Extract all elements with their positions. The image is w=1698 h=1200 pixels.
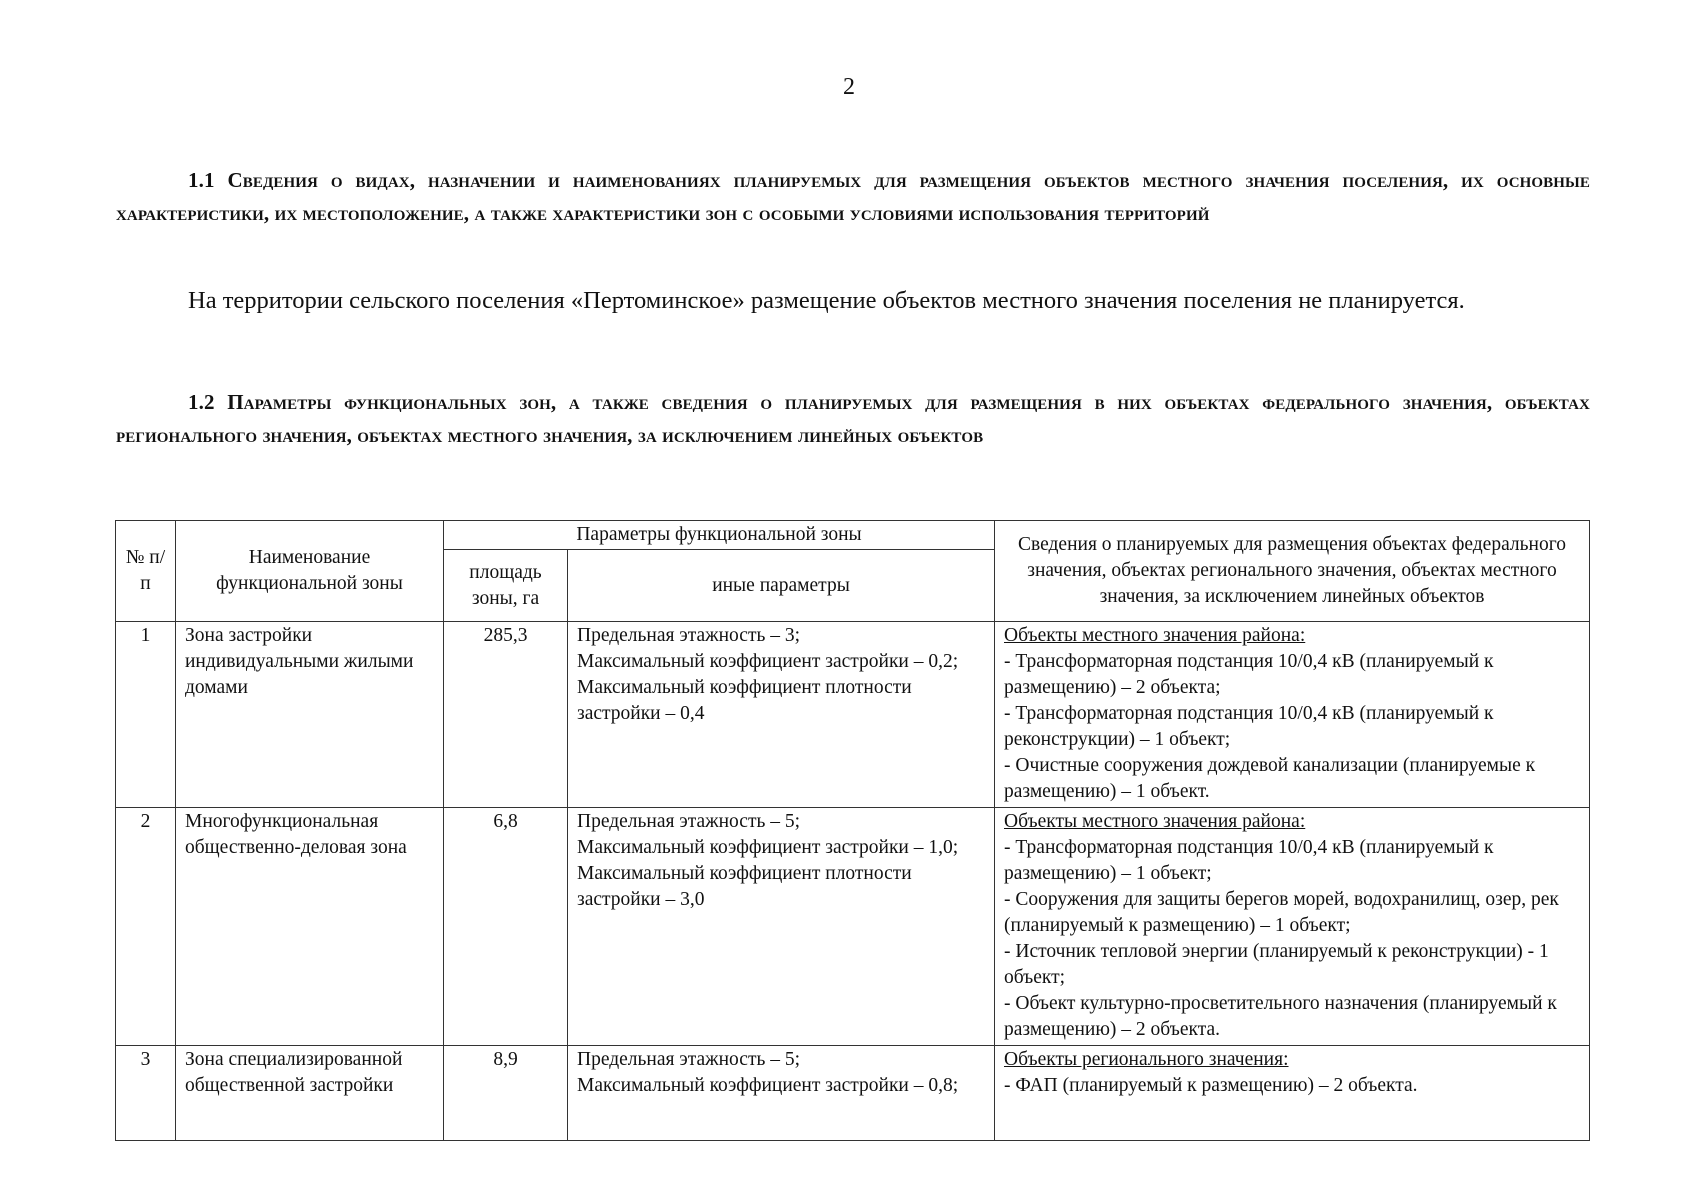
param-line: Максимальный коэффициент застройки – 0,2;: [577, 651, 959, 672]
row-number-cell: 3: [116, 1046, 176, 1141]
zone-name-cell: Зона застройки индивидуальными жилыми домами: [176, 622, 444, 808]
section-1-1-paragraph: На территории сельского поселения «Пертоминское» размещение объектов местного значения поселения не планируется.: [188, 287, 1465, 314]
page-number: 2: [843, 74, 855, 100]
zone-area-cell: 8,9: [444, 1046, 568, 1141]
header-other-params: иные параметры: [568, 550, 995, 622]
zone-params-cell: [568, 1046, 995, 1141]
header-num: № п/п: [116, 521, 176, 622]
planned-object-line: - Трансформаторная подстанция 10/0,4 кВ (планируемый к размещению) – 2 объекта;: [1004, 651, 1494, 698]
header-zone-name: Наименование функциональной зоны: [176, 521, 444, 622]
planned-object-line: - ФАП (планируемый к размещению) – 2 объекта.: [1004, 1075, 1418, 1096]
header-planned-objects: Сведения о планируемых для размещения объектах федерального значения, объектах регионального значения, объектах местного значения, за исключением линейных объектов: [995, 521, 1590, 622]
objects-category-title: Объекты местного значения района:: [1004, 625, 1306, 646]
table-header-row: [116, 521, 1590, 550]
planned-object-line: - Сооружения для защиты берегов морей, водохранилищ, озер, рек (планируемый к размещению) – 1 объект;: [1004, 889, 1559, 936]
param-line: Предельная этажность – 3;: [577, 625, 801, 646]
zone-area-cell: 285,3: [444, 622, 568, 808]
section-number: 1.1: [188, 168, 215, 192]
header-area: площадь зоны, га: [444, 550, 568, 622]
param-line: Максимальный коэффициент плотности застройки – 0,4: [577, 677, 912, 724]
table-row: [116, 622, 1590, 808]
planned-object-line: - Объект культурно-просветительного назначения (планируемый к размещению) – 2 объекта.: [1004, 993, 1557, 1040]
row-number-cell: 2: [116, 808, 176, 1046]
param-line: Предельная этажность – 5;: [577, 811, 801, 832]
param-line: Максимальный коэффициент плотности застройки – 3,0: [577, 863, 912, 910]
section-title: Параметры функциональных зон, а также сведения о планируемых для размещения в них объектах федерального значения, объектах регионального значения, объектах местного значения, за исключением линейных объектов: [116, 390, 1590, 447]
planned-objects-cell: [995, 622, 1590, 808]
zone-params-cell: [568, 808, 995, 1046]
param-line: Предельная этажность – 5;: [577, 1049, 801, 1070]
zone-name-cell: Зона специализированной общественной застройки: [176, 1046, 444, 1141]
param-line: Максимальный коэффициент застройки – 0,8;: [577, 1075, 959, 1096]
planned-object-line: - Трансформаторная подстанция 10/0,4 кВ (планируемый к размещению) – 1 объект;: [1004, 837, 1494, 884]
planned-object-line: - Трансформаторная подстанция 10/0,4 кВ (планируемый к реконструкции) – 1 объект;: [1004, 703, 1494, 750]
objects-category-title: Объекты местного значения района:: [1004, 811, 1306, 832]
table-body: [116, 622, 1590, 1141]
planned-object-line: - Очистные сооружения дождевой канализации (планируемые к размещению) – 1 объект.: [1004, 755, 1536, 802]
section-number: 1.2: [188, 390, 215, 414]
section-heading-1-1: [116, 164, 1590, 230]
zone-name-cell: Многофункциональная общественно-деловая зона: [176, 808, 444, 1046]
zone-area-cell: 6,8: [444, 808, 568, 1046]
table-row: [116, 808, 1590, 1046]
objects-category-title: Объекты регионального значения:: [1004, 1049, 1289, 1070]
param-line: Максимальный коэффициент застройки – 1,0;: [577, 837, 959, 858]
planned-object-line: - Источник тепловой энергии (планируемый к реконструкции) - 1 объект;: [1004, 941, 1549, 988]
row-number-cell: 1: [116, 622, 176, 808]
section-title: Сведения о видах, назначении и наименованиях планируемых для размещения объектов местного значения поселения, их основные характеристики, их местоположение, а также характеристики зон с особыми условиями использования территорий: [116, 168, 1590, 225]
planned-objects-cell: [995, 808, 1590, 1046]
header-params-group: Параметры функциональной зоны: [444, 521, 995, 550]
zone-params-cell: [568, 622, 995, 808]
table-row: [116, 1046, 1590, 1141]
section-heading-1-2: [116, 386, 1590, 452]
functional-zones-table: [115, 520, 1590, 1141]
planned-objects-cell: [995, 1046, 1590, 1141]
